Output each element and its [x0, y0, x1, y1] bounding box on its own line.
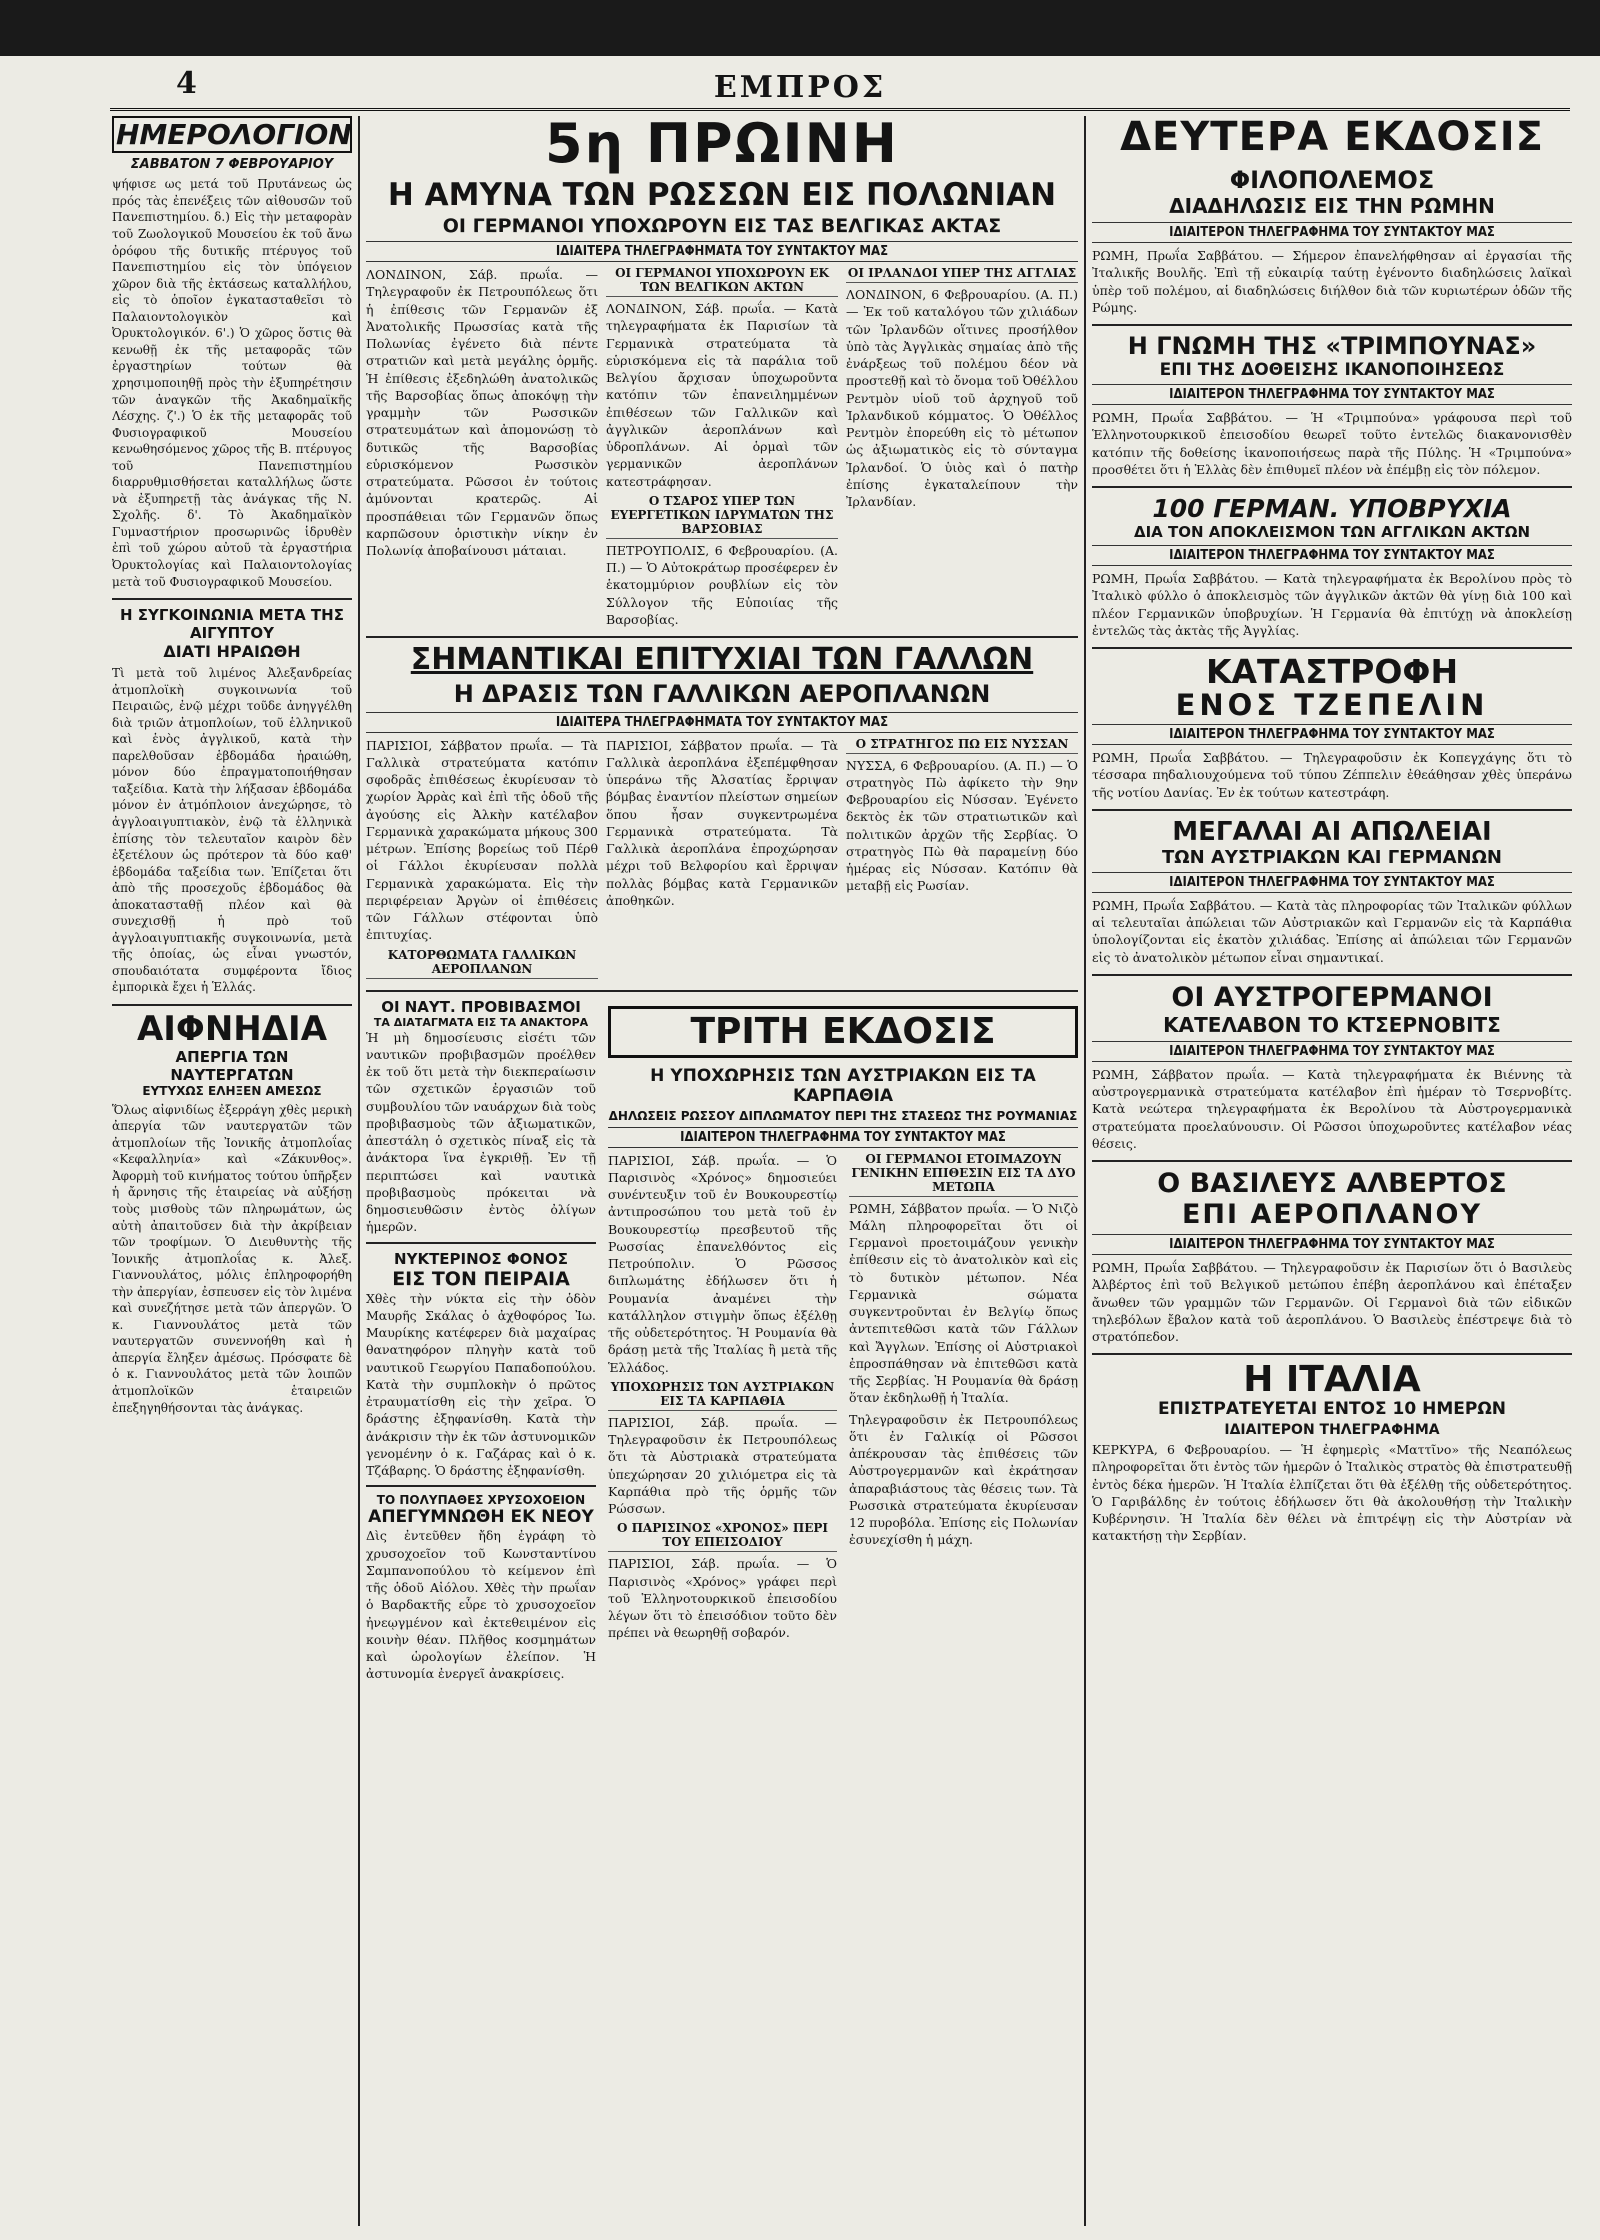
- murder-subheadline: ΕΙΣ ΤΟΝ ΠΕΙΡΑΙΑ: [392, 1267, 570, 1290]
- navy-headline: ΟΙ ΝΑΥΤ. ΠΡΟΒΙΒΑΣΜΟΙ: [381, 997, 581, 1016]
- pau-headline: Ο ΣΤΡΑΤΗΓΟΣ ΠΩ ΕΙΣ ΝΥΣΣΑΝ: [846, 737, 1078, 754]
- italy-dispatch: ΙΔΙΑΙΤΕΡΟΝ ΤΗΛΕΓΡΑΦΗΜΑ: [1224, 1422, 1440, 1439]
- almanac-date: ΣΑΒΒΑΤΟΝ 7 ΦΕΒΡΟΥΑΡΙΟΥ: [130, 157, 334, 173]
- lead-subheadline: ΟΙ ΓΕΡΜΑΝΟΙ ΥΠΟΧΩΡΟΥΝ ΕΙΣ ΤΑΣ ΒΕΛΓΙΚΑΣ ΑΚΤΑΣ: [442, 215, 1002, 238]
- scan-top-edge: [0, 0, 1600, 56]
- austrian-retreat-headline: ΥΠΟΧΩΡΗΣΙΣ ΤΩΝ ΑΥΣΤΡΙΑΚΩΝ ΕΙΣ ΤΑ ΚΑΡΠΑΘΙΑ: [608, 1380, 837, 1411]
- murder-article: Χθὲς τὴν νύκτα εἰς τὴν ὁδὸν Μαυρῆς Σκάλας ὁ ἀχθοφόρος Ἰω. Μαυρίκης κατέφερεν διὰ μαχαίρας θανατηφόρον πληγὴν κατὰ τοῦ ναυτικοῦ Γεωργίου Παπαδοπούλου. Κατὰ τὴν συμπλοκὴν ὁ πρῶτος ἐτραυματίσθη εἰς τὴν χεῖρα. Ὁ δράστης ἐξηφανίσθη. Κατὰ τὴν ἀνάκρισιν τὴν ἐκ τῶν ἀστυνομικῶν γενομένην ὁ κ. Γαζάρας καὶ ὁ κ. Τζάβαρης. Ὁ δράστης ἐξηφανίσθη.: [366, 1290, 596, 1479]
- strike-text: Ὅλως αἰφνιδίως ἐξερράγη χθὲς μερικὴ ἀπεργία τῶν ναυτεργατῶν τῶν ἀτμοπλοίων τῆς Ἰονικῆς ἀτμοπλοΐας «Κεφαλληνία» καὶ «Ζάκυνθος». Ἀφορμὴ τοῦ κινήματος τούτου ὑπῆρξεν ἡ ἄρνησις τῆς ἑταιρείας νὰ αὐξήσῃ τοὺς μισθοὺς τῶν πληρωμάτων, ὡς αὐτὴ ἀπαιτοῦσεν διὰ τὴν ἀκρίβειαν τῶν τροφίμων. Ὁ Διευθυντὴς τῆς Ἰονικῆς ἀτμοπλοΐας κ. Ἀλεξ. Γιαννουλάτος, μόλις ἐπληροφορήθη τὴν ἀπεργίαν, ἐσπευσεν εἰς τὸν λιμένα καὶ συνεζήτησε μετὰ τῶν ἀπεργῶν. Ὁ κ. Γιαννουλάτος μετὰ τῶν ναυτεργατῶν συνεννοήθη καὶ ἡ ἀπεργία ἔληξεν ἀμέσως. Πρόσφατε δὲ ὁ κ. Γιαννουλάτος μετὰ τῶν λοιπῶν ἀτμοπλοϊκῶν ἑταιρειῶν ἐπεξηγηθήσονται τὰς ἀνάγκας.: [112, 1102, 352, 1415]
- jeweler-article: Δὶς ἐντεῦθεν ἤδη ἐγράφη τὸ χρυσοχοεῖον τοῦ Κωνσταντίνου Σαμπανοπούλου τὸ κείμενον ἐπὶ τῆς ὁδοῦ Αἰόλου. Χθὲς τὴν πρωΐαν ὁ Βαρδακτῆς εὗρε τὸ χρυσοχοεῖον ἠνεῳγμένον καὶ ἐκτεθειμένον εἰς κοινὴν θέαν. Πλῆθος κοσμημάτων καὶ ὡρολογίων ἐλείπον. Ἡ ἀστυνομία ἐνεργεῖ ἀνακρίσεις.: [366, 1528, 596, 1682]
- lead-headline: Η ΑΜΥΝΑ ΤΩΝ ΡΩΣΣΩΝ ΕΙΣ ΠΟΛΩΝΙΑΝ: [387, 176, 1057, 213]
- austrian-retreat-article: ΠΑΡΙΣΙΟΙ, Σάβ. πρωΐα. — Τηλεγραφοῦσιν ἐκ Πετρουπόλεως ὅτι τὰ Αὐστριακὰ στρατεύματα ὑπεχώρησαν 20 χιλιόμετρα εἰς τὰ Καρπάθια πρὸ τῆς ὁρμῆς τῶν Ρώσσων.: [608, 1414, 837, 1517]
- albert-subheadline: ΕΠΙ ΑΕΡΟΠΛΑΝΟΥ: [1181, 1199, 1483, 1231]
- column-main: [366, 116, 1078, 2226]
- pau-article: ΝΥΣΣΑ, 6 Φεβρουαρίου. (Α. Π.) — Ὁ στρατηγὸς Πὼ ἀφίκετο τὴν 9ην Φεβρουαρίου εἰς Νύσσαν. Ἐγένετο δεκτὸς ἐκ τῶν στρατιωτικῶν καὶ πολιτικῶν ἀρχῶν τῆς Σερβίας. Ὁ στρατηγὸς Πὼ θὰ παραμείνῃ δύο ἡμέρας εἰς Νύσσαν. Κατόπιν θὰ μεταβῇ εἰς Ρωσίαν.: [846, 757, 1078, 894]
- strike-subheadline: ΑΠΕΡΓΙΑ ΤΩΝ ΝΑΥΤΕΡΓΑΤΩΝ: [170, 1047, 294, 1084]
- losses-article: ΡΩΜΗ, Πρωΐα Σαββάτου. — Κατὰ τὰς πληροφορίας τῶν Ἰταλικῶν φύλλων αἱ τελευταῖαι ἀπώλειαι τῶν Αὐστριακῶν καὶ Γερμανῶν εἰς τὰ Καρπάθια ὑπολογίζονται εἰς ἑκατὸν χιλιάδας. Ἐπίσης αἱ ἀπώλειαι τῶν Γερμανῶν εἰς τὸ ἀνατολικὸν μέτωπον εἶναι σημαντικαί.: [1092, 897, 1572, 965]
- zeppelin-headline: ΚΑΤΑΣΤΡΟΦΗ: [1205, 652, 1459, 691]
- strike-headline: ΑΙΦΝΗΔΙΑ: [136, 1009, 328, 1049]
- egypt-text: Τὶ μετὰ τοῦ λιμένος Ἀλεξανδρείας ἀτμοπλοϊκὴ συγκοινωνία τοῦ Πειραιῶς, ἐνῷ μέχρι τοῦδε ἀνηγγέλθη διὰ τριῶν ἀτμοπλοίων, τοῦ ἑλληνικοῦ καὶ ἑνὸς ἀγγλικοῦ, κατὰ τὴν παρελθοῦσαν ἑβδομάδα ἠραιώθη, μόνον δύο ἐπραγματοποιήθησαν ταξείδια. Κατὰ τὴν λήξασαν ἑβδομάδα μόνον ἐν ἀτμόπλοιον ἀνεχώρησε, τὸ ἀγγλοαιγυπτιακὸν, ἐνῷ τὰ ἑλληνικὰ ἐπίσης τὸν τελευταῖον καιρὸν δὲν ἐξετέλουν ὡς πρότερον τὰ δύο καθ' ἑβδομάδα ταξείδια των. Ἐπίζεται ὅτι ἀπὸ τῆς προσεχοῦς ἑβδομάδος θὰ ἀποκατασταθῇ πλέον καὶ θὰ συνεχισθῇ ἡ πρὸ τοῦ ἀγγλοαιγυπτιακῆς συγκοινωνία, μετὰ τῆς ὁποίας, ὡς εἶναι γνωστόν, σπουδαιότατα συμφέροντα ἴδιος ἐμπορικὰ ἔχει ἡ Ἑλλάς.: [112, 666, 352, 995]
- belgian-coast-headline: ΟΙ ΓΕΡΜΑΝΟΙ ΥΠΟΧΩΡΟΥΝ ΕΚ ΤΩΝ ΒΕΛΓΙΚΩΝ ΑΚΤΩΝ: [606, 266, 838, 297]
- rome-subheadline: ΔΙΑΔΗΛΩΣΙΣ ΕΙΣ ΤΗΝ ΡΩΜΗΝ: [1169, 194, 1495, 218]
- dispatch-line-c3-4: ΙΔΙΑΙΤΕΡΟΝ ΤΗΛΕΓΡΑΦΗΜΑ ΤΟΥ ΣΥΝΤΑΚΤΟΥ ΜΑΣ: [1092, 724, 1572, 745]
- tsar-headline: Ο ΤΣΑΡΟΣ ΥΠΕΡ ΤΩΝ ΕΥΕΡΓΕΤΙΚΩΝ ΙΔΡΥΜΑΤΩΝ ΤΗΣ ΒΑΡΣΟΒΙΑΣ: [606, 494, 838, 539]
- losses-subheadline: ΤΩΝ ΑΥΣΤΡΙΑΚΩΝ ΚΑΙ ΓΕΡΜΑΝΩΝ: [1162, 846, 1502, 868]
- italy-headline: Η ΙΤΑΛΙΑ: [1243, 1359, 1421, 1401]
- jeweler-headline: ΤΟ ΠΟΛΥΠΑΘΕΣ ΧΡΥΣΟΧΟΕΙΟΝ: [376, 1493, 586, 1508]
- french-air-headline: ΚΑΤΟΡΘΩΜΑΤΑ ΓΑΛΛΙΚΩΝ ΑΕΡΟΠΛΑΝΩΝ: [366, 948, 598, 979]
- page-number: 4: [176, 66, 197, 101]
- chronos-article: ΠΑΡΙΣΙΟΙ, Σάβ. πρωΐα. — Ὁ Παρισινὸς «Χρόνος» γράφει περὶ τοῦ Ἑλληνοτουρκικοῦ ἐπεισοδίου λέγων ὅτι τὸ ἐπεισόδιον τοῦτο δὲν πρέπει νὰ θεωρηθῇ σοβαρόν.: [608, 1556, 837, 1641]
- french-subheadline: Η ΔΡΑΣΙΣ ΤΩΝ ΓΑΛΛΙΚΩΝ ΑΕΡΟΠΛΑΝΩΝ: [453, 679, 991, 708]
- tribuna-headline: Η ΓΝΩΜΗ ΤΗΣ «ΤΡΙΜΠΟΥΝΑΣ»: [1127, 332, 1537, 360]
- italy-subheadline: ΕΠΙΣΤΡΑΤΕΥΕΤΑΙ ΕΝΤΟΣ 10 ΗΜΕΡΩΝ: [1157, 1399, 1506, 1420]
- albert-headline: Ο ΒΑΣΙΛΕΥΣ ΑΛΒΕΡΤΟΣ: [1157, 1168, 1507, 1200]
- almanac-text: ψήφισε ως μετά τοῦ Πρυτάνεως ὡς πρός τὰς ἐπενέξεις τῶν αἰθουσῶν τοῦ Πανεπιστημίου. δ.) Εἰς τὴν μεταφορὰν τοῦ Ζωολογικοῦ Μουσείου ἐκ τοῦ ἄνω ὀρόφου τῆς δυτικῆς πτέρυγος τοῦ Πανεπιστημίου εἰς τὸν ὑπόγειον χῶρον διὰ τῆς ἐκτάσεως καταλλήλου, εἰς τὸ ὁποῖον ἐγκατασταθεῖσι τὸ Παλαιοντολογικὸν καὶ Ὀρυκτολογικόν. 6'.) Ὁ χῶρος ὅστις θὰ κενωθῇ ἐκ τῆς μεταφορᾶς τῶν ἐργαστηρίων τούτων θὰ χρησιμοποιηθῇ πρὸς τὴν ἐξυπηρέτησιν τῶν ἀναγκῶν τῆς Ἀκαδημαϊκῆς Λέσχης. ζ'.) Ὁ ἐκ τῆς μεταφορᾶς τοῦ Φυσιογραφικοῦ Μουσείου κενωθησόμενος χῶρος τῆς Β. πτέρυγος τοῦ Πανεπιστημίου διαρρυθμισθήσεται καταλλήλως ὥστε νὰ ἐξυπηρετῇ τὰς ἀνάγκας τῆς Ν. Σχολῆς. δ'. Τὸ Ἀκαδημαϊκὸν Γυμναστήριον προσωρινῶς ἱδρυθὲν ἐπὶ τοῦ χώρου αὐτοῦ τὰ ἐργαστήρια Ὀρυκτολογίας καὶ Παλαιοντολογίας μετὰ τοῦ Φυσιογραφικοῦ Μουσείου.: [112, 177, 352, 589]
- column-rule-1: [358, 116, 360, 2226]
- edition-banner: 5η ΠΡΩΙΝΗ: [545, 116, 899, 175]
- french-article-2: ΠΑΡΙΣΙΟΙ, Σάββατον πρωΐα. — Τὰ Γαλλικὰ ἀεροπλάνα ἐξεπέμφθησαν ὑπεράνω τῆς Ἀλσατίας ἔρριψαν βόμβας ἐναντίον πλείστων σημείων ὅπου ἦσαν συγκεντρωμένα Γερμανικὰ στρατεύματα. Τὰ Γαλλικὰ ἀεροπλάνα ἐπροχώρησαν μέχρι τοῦ Βελφορίου καὶ ἔρριψαν πολλὰς βόμβας κατὰ Γερμανικῶν ἀποθηκῶν.: [606, 737, 838, 908]
- navy-article: Ἡ μὴ δημοσίευσις εἰσέτι τῶν ναυτικῶν προβιβασμῶν προέλθεν ἐκ τοῦ ὅτι μετὰ τὴν διεκπεραίωσιν τῶν σχετικῶν ἐργασιῶν τοῦ συμβουλίου τῶν ναυάρχων διὰ τοὺς προβιβασμοὺς τῶν ἀξιωματικῶν, ἀπεστάλη ὁ σχετικὸς πίναξ εἰς τὰ ἀνάκτορα ἵνα ἐγκριθῇ. Ἐν τῇ περιπτώσει καὶ ναυτικὰ προβιβασμοὺς πρόκειται νὰ δημοσιευθῶσιν ἐντὸς ὀλίγων ἡμερῶν.: [366, 1029, 596, 1235]
- egypt-headline: Η ΣΥΓΚΟΙΝΩΝΙΑ ΜΕΤΑ ΤΗΣ ΑΙΓΥΠΤΟΥ: [120, 606, 344, 643]
- irish-headline: ΟΙ ΙΡΛΑΝΔΟΙ ΥΠΕΡ ΤΗΣ ΑΓΓΛΙΑΣ: [846, 266, 1078, 283]
- submarines-headline: 100 ΓΕΡΜΑΝ. ΥΠΟΒΡΥΧΙΑ: [1152, 494, 1512, 523]
- tribuna-article: ΡΩΜΗ, Πρωΐα Σαββάτου. — Ἡ «Τριμπούνα» γράφουσα περὶ τοῦ Ἑλληνοτουρκικοῦ ἐπεισοδίου θεωρεῖ τοῦτο ἐντελῶς διακανονισθὲν κατόπιν τῆς δοθείσης ἱκανοποιήσεως παρὰ τῆς Πύλης. Ἡ «Τριμπούνα» προσθέτει ὅτι ἡ Ἑλλὰς δὲν ἐπιθυμεῖ πλέον νὰ ἐπέμβῃ εἰς τὸν πόλεμον.: [1092, 410, 1572, 477]
- column-second-edition: [1092, 116, 1572, 2226]
- czernowitz-headline: ΟΙ ΑΥΣΤΡΟΓΕΡΜΑΝΟΙ: [1171, 981, 1493, 1013]
- dispatch-line-3: ΙΔΙΑΙΤΕΡΟΝ ΤΗΛΕΓΡΑΦΗΜΑ ΤΟΥ ΣΥΝΤΑΚΤΟΥ ΜΑΣ: [608, 1127, 1078, 1148]
- losses-headline: ΜΕΓΑΛΑΙ ΑΙ ΑΠΩΛΕΙΑΙ: [1172, 816, 1492, 847]
- third-edition-banner: ΤΡΙΤΗ ΕΚΔΟΣΙΣ: [608, 1006, 1078, 1058]
- dispatch-line-c3-2: ΙΔΙΑΙΤΕΡΟΝ ΤΗΛΕΓΡΑΦΗΜΑ ΤΟΥ ΣΥΝΤΑΚΤΟΥ ΜΑΣ: [1092, 384, 1572, 405]
- french-headline: ΣΗΜΑΝΤΙΚΑΙ ΕΠΙΤΥΧΙΑΙ ΤΩΝ ΓΑΛΛΩΝ: [410, 642, 1034, 678]
- chronos-headline: Ο ΠΑΡΙΣΙΝΟΣ «ΧΡΟΝΟΣ» ΠΕΡΙ ΤΟΥ ΕΠΕΙΣΟΔΙΟΥ: [608, 1521, 837, 1552]
- german-offensive-headline: ΟΙ ΓΕΡΜΑΝΟΙ ΕΤΟΙΜΑΖΟΥΝ ΓΕΝΙΚΗΝ ΕΠΙΘΕΣΙΝ ΕΙΣ ΤΑ ΔΥΟ ΜΕΤΩΠΑ: [849, 1152, 1078, 1197]
- czernowitz-subheadline: ΚΑΤΕΛΑΒΟΝ ΤΟ ΚΤΣΕΡΝΟΒΙΤΣ: [1163, 1012, 1501, 1037]
- egypt-subheadline: ΔΙΑΤΙ ΗΡΑΙΩΘΗ: [163, 642, 301, 662]
- second-edition-banner: ΔΕΥΤΕΡΑ ΕΚΔΟΣΙΣ: [1120, 116, 1544, 160]
- zeppelin-article: ΡΩΜΗ, Πρωΐα Σαββάτου. — Τηλεγραφοῦσιν ἐκ Κοπεγχάγης ὅτι τὸ τέσσαρα πηδαλιουχούμενα τοῦ τύπου Ζέππελιν ἐθεάθησαν χθὲς ὑπεράνω τῆς νοτίου Δανίας. Ἐν ἐκ τούτων κατεστράφη.: [1092, 750, 1572, 800]
- irish-article: ΛΟΝΔΙΝΟΝ, 6 Φεβρουαρίου. (Α. Π.) — Ἐκ τοῦ καταλόγου τῶν χιλιάδων τῶν Ἰρλανδῶν οἵτινες προσήλθον ὑπὸ τὰς Ἀγγλικὰς σημαίας ἀπὸ τῆς ἐνάρξεως τοῦ πολέμου δέον νὰ προστεθῇ καὶ τὸ ὄνομα τοῦ Ὀθέλλου Ρεντμὸν υἱοῦ τοῦ ἀρχηγοῦ τοῦ Ἰρλανδικοῦ κόμματος. Ὁ Ὀθέλλος Ρεντμὸν ἐπορεύθη εἰς τὸ μέτωπον ὡς ἀξιωματικὸς εἰς τὸ σύνταγμα Ἰρλανδοί. Ὁ ὑιὸς καὶ ὁ πατὴρ ἐπίσης ἐγκαταλείπουν τὴν Ἰρλανδίαν.: [846, 287, 1078, 510]
- navy-subheadline: ΤΑ ΔΙΑΤΑΓΜΑΤΑ ΕΙΣ ΤΑ ΑΝΑΚΤΟΡΑ: [373, 1015, 589, 1029]
- carpathia-headline: Η ΥΠΟΧΩΡΗΣΙΣ ΤΩΝ ΑΥΣΤΡΙΑΚΩΝ ΕΙΣ ΤΑ ΚΑΡΠΑΘΙΑ: [650, 1065, 1036, 1106]
- masthead: ΕΜΠΡΟΣ: [713, 70, 887, 105]
- dispatch-line-c3-1: ΙΔΙΑΙΤΕΡΟΝ ΤΗΛΕΓΡΑΦΗΜΑ ΤΟΥ ΣΥΝΤΑΚΤΟΥ ΜΑΣ: [1092, 222, 1572, 243]
- dispatch-line-2: ΙΔΙΑΙΤΕΡΑ ΤΗΛΕΓΡΑΦΗΜΑΤΑ ΤΟΥ ΣΥΝΤΑΚΤΟΥ ΜΑΣ: [366, 712, 1078, 733]
- tribuna-subheadline: ΕΠΙ ΤΗΣ ΔΟΘΕΙΣΗΣ ΙΚΑΝΟΠΟΙΗΣΕΩΣ: [1159, 360, 1505, 380]
- submarines-article: ΡΩΜΗ, Πρωΐα Σαββάτου. — Κατὰ τηλεγραφήματα ἐκ Βερολίνου πρὸς τὸ Ἰταλικὸ φύλλο ὁ ἀποκλεισμὸς τῶν ἀγγλικῶν ἀκτῶν θὰ γίνῃ διὰ 100 καὶ πλέον Γερμανικῶν ὑποβρυχίων. Ἡ Γερμανία θὰ ἐπιτύχῃ νὰ ἀποκλείσῃ ἐντελῶς τὰς ἀκτὰς τῆς Ἀγγλίας.: [1092, 571, 1572, 638]
- albert-article: ΡΩΜΗ, Πρωΐα Σαββάτου. — Τηλεγραφοῦσιν ἐκ Παρισίων ὅτι ὁ Βασιλεὺς Ἀλβέρτος ἐπὶ τοῦ Βελγικοῦ μετώπου ἐπέβη ἀεροπλάνου καὶ ἐπέταξεν ἄνωθεν τῶν γραμμῶν τῶν Γερμανῶν. Οἱ Γερμανοὶ διὰ τῶν εἰδικῶν τηλεβόλων ἔβαλον κατὰ τοῦ ἀεροπλάνου. Ὁ Βασιλεὺς ἐπέστρεψε διὰ τὸ στρατόπεδον.: [1092, 1260, 1572, 1345]
- submarines-subheadline: ΔΙΑ ΤΟΝ ΑΠΟΚΛΕΙΣΜΟΝ ΤΩΝ ΑΓΓΛΙΚΩΝ ΑΚΤΩΝ: [1133, 523, 1531, 541]
- zeppelin-subheadline: ΕΝΟΣ ΤΖΕΠΕΛΙΝ: [1175, 687, 1489, 722]
- rome-headline: ΦΙΛΟΠΟΛΕΜΟΣ: [1229, 166, 1435, 194]
- poland-article: ΛΟΝΔΙΝΟΝ, Σάβ. πρωΐα. — Τηλεγραφοῦν ἐκ Πετρουπόλεως ὅτι ἡ ἐπίθεσις τῶν Γερμανῶν ἐξ Ἀνατολικῆς Πρωσσίας κατὰ τῆς Πολωνίας ἐγένετο διὰ πέντε στρατιῶν καὶ μετὰ μεγάλης ὁρμῆς. Ἡ ἐπίθεσις ἐξεδηλώθη ἀνατολικῶς τῆς Βαρσοβίας ὅπως ἀποκόψῃ τὴν γραμμὴν τῶν Ρωσσικῶν στρατευμάτων καὶ ἀπομονώσῃ τὸ δυτικῶς τῆς Βαρσοβίας εὑρισκόμενον Ρωσσικὸν στρατεύματα. Ρῶσσοι ἐν τούτοις ἀμύνονται κρατερῶς. Αἱ προσπάθειαι τῶν Γερμανῶν ὅπως καρπῶσουν ὁριστικὴν νίκην ἐν Πολωνίᾳ ἀποβαίνουσι μάταιαι.: [366, 267, 598, 559]
- dispatch-line-c3-7: ΙΔΙΑΙΤΕΡΟΝ ΤΗΛΕΓΡΑΦΗΜΑ ΤΟΥ ΣΥΝΤΑΚΤΟΥ ΜΑΣ: [1092, 1234, 1572, 1255]
- strike-deck: ΕΥΤΥΧΩΣ ΕΛΗΞΕΝ ΑΜΕΣΩΣ: [142, 1083, 322, 1098]
- almanac-title: ΗΜΕΡΟΛΟΓΙΟΝ: [112, 116, 352, 153]
- column-rule-2: [1084, 116, 1086, 2226]
- jeweler-subheadline: ΑΠΕΓΥΜΝΩΘΗ ΕΚ ΝΕΟΥ: [368, 1507, 594, 1528]
- french-article-1: ΠΑΡΙΣΙΟΙ, Σάββατον πρωΐα. — Τὰ Γαλλικὰ στρατεύματα κατόπιν σφοδρᾶς ἐπιθέσεως ἐκυρίευσαν τὸ χωρίον Ἀρρὰς καὶ ἐπὶ τῆς ὁδοῦ τῆς ἀγούσης εἰς Ἀλκὴν κατέλαβον Γερμανικὰ χαρακώματα μήκους 300 μέτρων. Ἐπίσης βορείως τοῦ Πέρθ οἱ Γάλλοι ἐκυρίευσαν πολλὰ Γερμανικὰ χαρακώματα. Εἰς τὴν περιφέρειαν Ἀργὼν οἱ ἐπιθέσεις τῶν Γάλλων στέφονται ὑπὸ ἐπιτυχίας.: [366, 737, 598, 943]
- galicia-article: Τηλεγραφοῦσιν ἐκ Πετρουπόλεως ὅτι ἐν Γαλικίᾳ οἱ Ρῶσσοι ἀπέκρουσαν τὰς ἐπιθέσεις τῶν Αὐστρογερμανῶν καὶ ἐκράτησαν ἀπαραβιάστους τὰς θέσεις των. Τὰ Ρωσσικὰ στρατεύματα ἐκυρίευσαν 12 πυροβόλα. Ἐπίσης εἰς Πολωνίαν ἐσυνεχίσθη ἡ μάχη.: [849, 1411, 1078, 1548]
- dispatch-line-c3-3: ΙΔΙΑΙΤΕΡΟΝ ΤΗΛΕΓΡΑΦΗΜΑ ΤΟΥ ΣΥΝΤΑΚΤΟΥ ΜΑΣ: [1092, 545, 1572, 566]
- tsar-article: ΠΕΤΡΟΥΠΟΛΙΣ, 6 Φεβρουαρίου. (Α. Π.) — Ὁ Αὐτοκράτωρ προσέφερεν ἐν ἑκατομμύριον ρουβλίων εἰς τὸν Σύλλογον τῆς Εὐποιίας τῆς Βαρσοβίας.: [606, 542, 838, 627]
- dispatch-line-c3-6: ΙΔΙΑΙΤΕΡΟΝ ΤΗΛΕΓΡΑΦΗΜΑ ΤΟΥ ΣΥΝΤΑΚΤΟΥ ΜΑΣ: [1092, 1041, 1572, 1062]
- dispatch-line: ΙΔΙΑΙΤΕΡΑ ΤΗΛΕΓΡΑΦΗΜΑΤΑ ΤΟΥ ΣΥΝΤΑΚΤΟΥ ΜΑΣ: [366, 241, 1078, 262]
- dispatch-line-c3-5: ΙΔΙΑΙΤΕΡΟΝ ΤΗΛΕΓΡΑΦΗΜΑ ΤΟΥ ΣΥΝΤΑΚΤΟΥ ΜΑΣ: [1092, 872, 1572, 893]
- murder-headline: ΝΥΚΤΕΡΙΝΟΣ ΦΟΝΟΣ: [394, 1249, 568, 1268]
- german-offensive-article: ΡΩΜΗ, Σάββατον πρωΐα. — Ὁ Νιζὸ Μάλη πληροφορεῖται ὅτι οἱ Γερμανοὶ προετοιμάζουν γενικὴν ἐπίθεσιν εἰς τὸ ἀνατολικὸν καὶ εἰς τὸ δυτικὸν μέτωπον. Νέα Γερμανικὰ σώματα συγκεντροῦνται ἐν Βελγίῳ ὅπως ἀντεπιτεθῶσι κατὰ τῶν Γάλλων καὶ Ἄγγλων. Ἐπίσης οἱ Αὐστριακοὶ ἐπροσπάθησαν νὰ ἐπιτεθῶσι κατὰ τῆς Σερβίας. Ἡ Ρουμανία θὰ δράσῃ ὅταν ἐκδηλωθῇ ἡ Ἰταλία.: [849, 1200, 1078, 1406]
- czernowitz-article: ΡΩΜΗ, Σάββατον πρωΐα. — Κατὰ τηλεγραφήματα ἐκ Βιέννης τὰ αὐστρογερμανικὰ στρατεύματα κατέλαβον ἐπὶ ἡμέραν τὸ Τσερνοβίτς. Κατὰ νεώτερα τηλεγραφήματα ἐκ Βερολίνου τὰ Αὐστρογερμανικὰ στρατεύματα προελαύνουσιν. Οἱ Ρῶσσοι ὑποχωροῦντες κατέλαβον νέας θέσεις.: [1092, 1066, 1572, 1151]
- rome-article: ΡΩΜΗ, Πρωΐα Σαββάτου. — Σήμερον ἐπανελήφθησαν αἱ ἐργασίαι τῆς Ἰταλικῆς Βουλῆς. Ἐπὶ τῇ εὐκαιρίᾳ ταύτῃ ἐγένοντο διαδηλώσεις λαϊκαὶ ὑπὲρ τοῦ πολέμου, αἱ διαδηλώσεις διήλθον διὰ τῶν κυριωτέρων ὁδῶν τῆς Ρώμης.: [1092, 248, 1572, 315]
- column-almanac: [112, 116, 352, 2226]
- belgian-coast-article: ΛΟΝΔΙΝΟΝ, Σάβ. πρωΐα. — Κατὰ τηλεγραφήματα ἐκ Παρισίων τὰ Γερμανικὰ στρατεύματα τὰ εὑρισκόμενα εἰς τὰ παράλια τοῦ Βελγίου ἄρχισαν ὑποχωροῦντα κατόπιν τῶν ἐπανειλημμένων ἐπιθέσεων τῶν Γαλλικῶν καὶ ἀγγλικῶν ἀεροπλάνων καὶ ὑδροπλάνων. Αἱ ὁρμαὶ τῶν γερμανικῶν ἀεροπλάνων κατεστράφησαν.: [606, 301, 838, 489]
- romania-subheadline: ΔΗΛΩΣΕΙΣ ΡΩΣΣΟΥ ΔΙΠΛΩΜΑΤΟΥ ΠΕΡΙ ΤΗΣ ΣΤΑΣΕΩΣ ΤΗΣ ΡΟΥΜΑΝΙΑΣ: [608, 1108, 1078, 1123]
- romania-article: ΠΑΡΙΣΙΟΙ, Σάβ. πρωΐα. — Ὁ Παρισινὸς «Χρόνος» δημοσιεύει συνέντευξιν τοῦ ἐν Βουκουρεστίῳ ἀντιπροσώπου του μετὰ τοῦ ἐν Βουκουρεστίῳ πρεσβευτοῦ τῆς Ρωσσίας ἐπανελθόντος εἰς Πετρούπολιν. Ὁ Ρῶσσος διπλωμάτης ἐδήλωσεν ὅτι ἡ Ρουμανία ἀναμένει τὴν κατάλληλον στιγμὴν ὅπως ἐξέλθῃ τῆς οὐδετερότητος. Ἡ Ρουμανία θὰ δράσῃ μετὰ τῆς Ἰταλίας ἢ μετὰ τῆς Ἑλλάδος.: [608, 1152, 837, 1375]
- masthead-rule: [110, 108, 1570, 115]
- italy-article: ΚΕΡΚΥΡΑ, 6 Φεβρουαρίου. — Ἡ ἐφημερὶς «Ματτῖνο» τῆς Νεαπόλεως πληροφορεῖται ὅτι ἐντὸς τῶν ἡμερῶν ὁ Ἰταλικὸς στρατὸς θὰ ἐπιστρατευθῇ ἐντὸς δέκα ἡμερῶν. Ἡ Ἰταλία ἐλπίζεται ὅτι θὰ ἐξέλθῃ τῆς οὐδετερότητος. Ὁ Γαριβάλδης ἐν τούτοις ἐδήλωσεν ὅτι θὰ ἀκολουθήσῃ τὴν Ἰταλικὴν Κυβέρνησιν. Ἡ Ἰταλία δὲν θέλει νὰ ἐπιτρέψῃ εἰς τὴν Αὐστρίαν νὰ κατακτήσῃ τὴν Σερβίαν.: [1092, 1442, 1572, 1544]
